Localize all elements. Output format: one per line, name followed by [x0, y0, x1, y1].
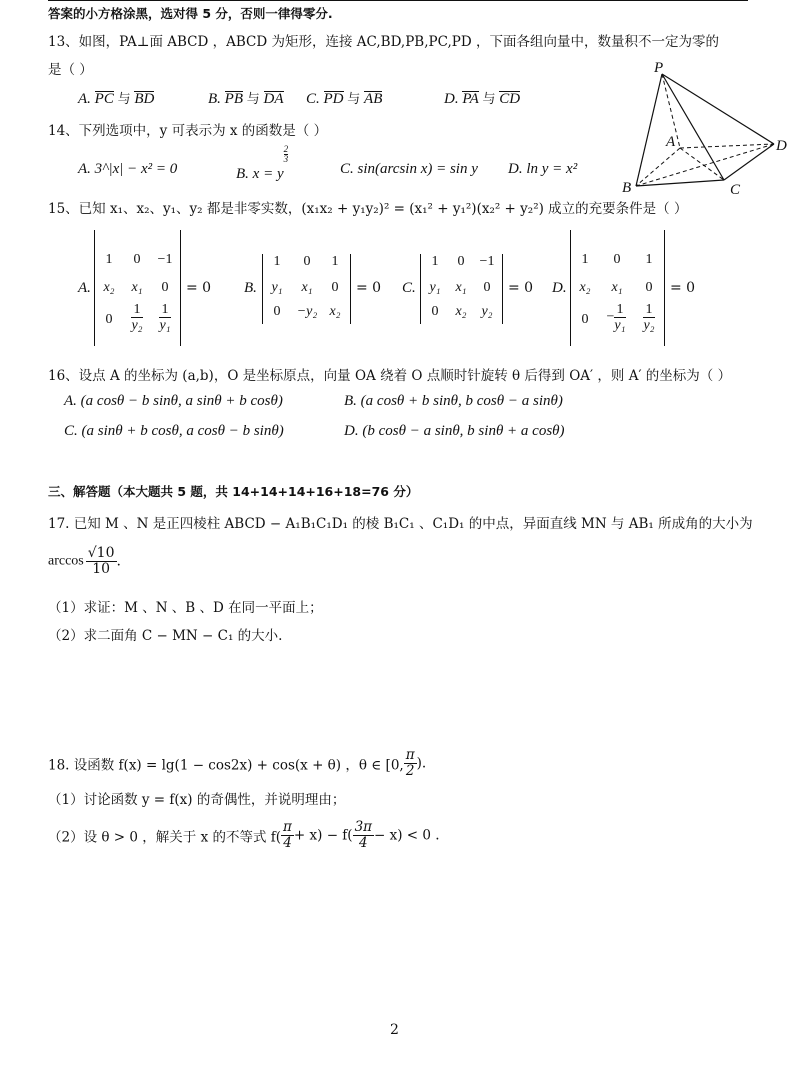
- label-D: D: [776, 138, 787, 154]
- q13-option-c[interactable]: C. PD 与 AB: [306, 91, 383, 107]
- q15-stem: 15、已知 x₁、x₂、y₁、y₂ 都是非零实数，(x₁x₂ + y₁y₂)² = (x₁² + y₁²)(x₂² + y₂²) 成立的充要条件是（ ）: [48, 201, 688, 217]
- q16-option-d[interactable]: D. (b cosθ − a sinθ, b sinθ + a cosθ): [344, 423, 565, 439]
- q13-option-b[interactable]: B. PB 与 DA: [208, 91, 284, 107]
- q14-option-b[interactable]: B. x = y $\frac{2}{3}$: [236, 144, 289, 182]
- q17-part-1: （1）求证：M 、N 、B 、D 在同一平面上；: [48, 600, 323, 616]
- edge-PD: [662, 74, 774, 144]
- q17-stem: 17. 已知 M 、N 是正四棱柱 ABCD − A₁B₁C₁D₁ 的棱 B₁C₁ 、C₁D₁ 的中点，异面直线 MN 与 AB₁ 所成角的大小为: [48, 516, 753, 532]
- label-P: P: [654, 60, 664, 76]
- edge-BC: [636, 180, 724, 186]
- q15-option-b-label[interactable]: B.: [244, 280, 257, 296]
- q16-option-a[interactable]: A. (a cosθ − b sinθ, a sinθ + b cosθ): [64, 393, 283, 409]
- q15-determinant-a: 1 0 −1 x₂ x₁ 0 0 $\frac{1}{\text{y₂}}$ $\frac{1}{\text{y₁}}$: [94, 230, 182, 346]
- q13-stem-line1: 13、如图，PA⊥面 ABCD ，ABCD 为矩形，连接 AC,BD,PB,PC,PD ，下面各组向量中，数量积不一定为零的: [48, 34, 719, 50]
- edge-PC: [662, 74, 724, 180]
- q16-stem: 16、设点 A 的坐标为 (a,b)，O 是坐标原点，向量 OA 绕着 O 点顺时针旋转 θ 后得到 OA′ ，则 A′ 的坐标为（ ）: [48, 368, 732, 384]
- q13-option-a[interactable]: A. PC 与 BD: [78, 91, 155, 107]
- edge-BD: [636, 144, 774, 186]
- q16-option-b[interactable]: B. (a cosθ + b sinθ, b cosθ − a sinθ): [344, 393, 563, 409]
- label-C: C: [730, 182, 741, 198]
- edge-CD: [724, 144, 774, 180]
- edge-AD: [680, 144, 774, 148]
- q17-arccos-value: arccos $\frac{√10}{10}$ .: [48, 545, 121, 577]
- q15-option-c-label[interactable]: C.: [402, 280, 416, 296]
- q14-option-c[interactable]: C. sin(arcsin x) = sin y: [340, 161, 478, 177]
- q14-option-d[interactable]: D. ln y = x²: [508, 161, 578, 177]
- q13-stem-line2: 是（ ）: [48, 62, 93, 78]
- section-3-heading: 三、解答题（本大题共 5 题，共 14+14+14+16+18=76 分）: [48, 484, 419, 499]
- q15-option-a-label[interactable]: A.: [78, 280, 91, 296]
- q14-stem: 14、下列选项中，y 可表示为 x 的函数是（ ）: [48, 123, 328, 139]
- label-B: B: [622, 180, 632, 196]
- header-note: 答案的小方格涂黑，选对得 5 分，否则一律得零分.: [48, 6, 333, 21]
- q17-part-2: （2）求二面角 C − MN − C₁ 的大小.: [48, 628, 283, 644]
- q15-a-equals: = 0: [186, 280, 212, 296]
- q15-determinant-d: 1 0 1 x₂ x₁ 0 0 − $\frac{1}{\text{y₁}}$ $\frac{1}{\text{y₂}}$: [570, 230, 666, 346]
- q13-option-d[interactable]: D. PA 与 CD: [444, 91, 521, 107]
- q15-determinant-c: 1 0 −1 y₁ x₁ 0 0 x₂ y₂: [420, 254, 504, 324]
- page-number: 2: [390, 1022, 399, 1038]
- edge-AB: [636, 148, 680, 186]
- q15-option-d-label[interactable]: D.: [552, 280, 567, 296]
- top-rule: [48, 0, 748, 1]
- q15-d-equals: = 0: [670, 280, 696, 296]
- q18-stem: 18. 设函数 f(x) = lg(1 − cos2x) + cos(x + θ) ，θ ∈ [0, $\frac{\pi}{2}$ ).: [48, 747, 427, 779]
- q15-determinant-b: 1 0 1 y₁ x₁ 0 0 −y₂ x₂: [262, 254, 352, 324]
- pyramid-figure: [614, 60, 794, 200]
- q16-option-c[interactable]: C. (a sinθ + b cosθ, a cosθ − b sinθ): [64, 423, 284, 439]
- q18-part-1: （1）讨论函数 y = f(x) 的奇偶性，并说明理由；: [48, 792, 346, 808]
- edge-PB: [636, 74, 662, 186]
- q14-option-a[interactable]: A. 3^|x| − x² = 0: [78, 161, 178, 177]
- label-A: A: [666, 134, 676, 150]
- q18-part-2: （2）设 θ > 0 ，解关于 x 的不等式 f( $\frac{\pi}{4}$ + x) − f( $\frac{3\pi}{4}$ − x) < 0 .: [48, 819, 440, 851]
- edge-AC: [680, 148, 724, 180]
- q15-b-equals: = 0: [356, 280, 382, 296]
- q15-c-equals: = 0: [508, 280, 534, 296]
